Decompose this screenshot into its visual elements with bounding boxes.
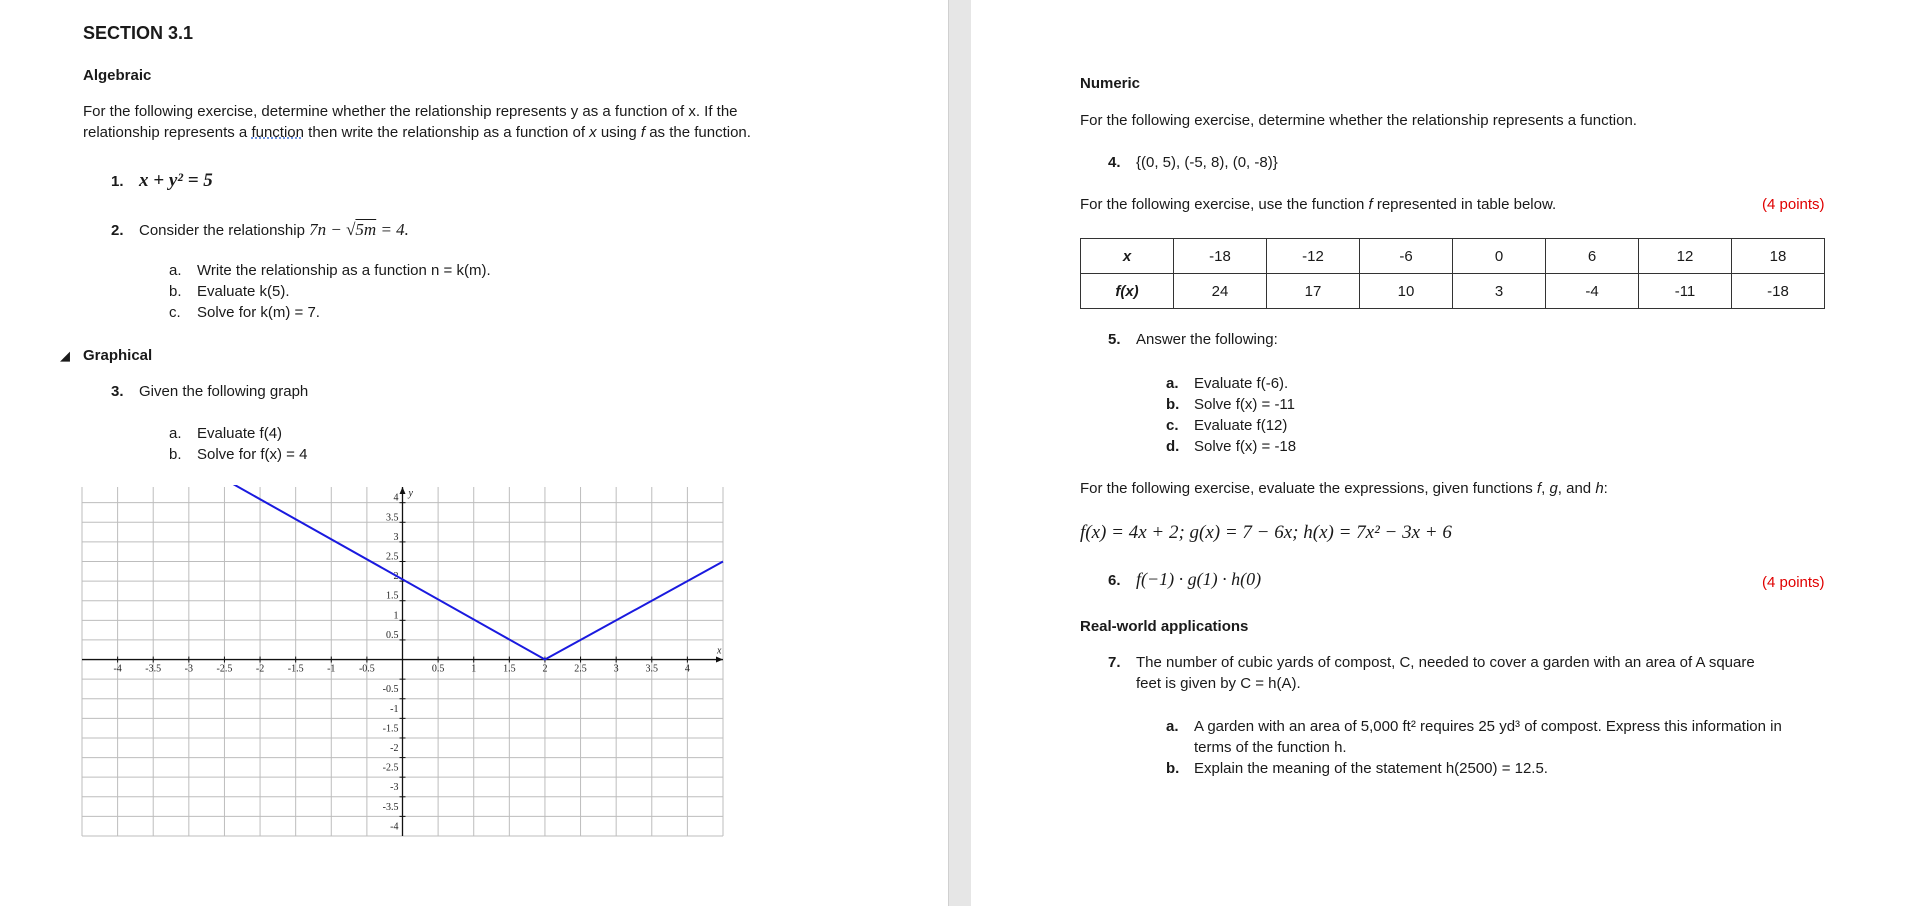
x-tick-label: -2 xyxy=(255,663,265,675)
q3-item-b xyxy=(169,446,307,463)
x-tick-label: 3 xyxy=(613,663,619,675)
function-table xyxy=(1080,238,1825,309)
item-label: b. xyxy=(169,446,182,463)
intro-text: as the function. xyxy=(645,124,751,141)
h-var: h xyxy=(1595,480,1604,497)
y-tick-label: 3 xyxy=(393,531,399,543)
y-tick-label: 1 xyxy=(393,610,399,622)
eval-intro-text: For the following exercise, evaluate the expressions, given functions xyxy=(1080,480,1537,497)
intro-line-2 xyxy=(83,124,751,141)
question-5 xyxy=(1108,331,1278,348)
y-tick-label: 2.5 xyxy=(386,551,399,563)
x-axis-label: x xyxy=(717,645,722,657)
points-badge-2: (4 points) xyxy=(1762,574,1825,591)
q2-item-a xyxy=(169,262,491,279)
item-label: d. xyxy=(1166,438,1180,455)
collapse-triangle-icon[interactable]: ◢ xyxy=(60,348,70,363)
function-graph xyxy=(80,485,725,840)
q5-text: Answer the following: xyxy=(1136,331,1278,348)
y-axis-arrow-icon xyxy=(400,487,406,494)
table-cell: -18 xyxy=(1174,239,1267,274)
table-cell: 24 xyxy=(1174,274,1267,309)
intro-line-1: For the following exercise, determine whether the relationship represents y as a function of x. If the xyxy=(83,103,738,120)
item-label: c. xyxy=(169,304,181,321)
y-tick-label: -2 xyxy=(390,742,399,754)
x-tick-label: -3.5 xyxy=(145,663,162,675)
q3-item-a xyxy=(169,425,282,442)
numeric-intro: For the following exercise, determine whether the relationship represents a function. xyxy=(1080,112,1637,129)
question-7 xyxy=(1108,654,1755,671)
item-text: Explain the meaning of the statement h(2500) = 12.5. xyxy=(1194,760,1548,777)
x-tick-label: -1 xyxy=(327,663,336,675)
intro-text: relationship represents a xyxy=(83,124,252,141)
x-tick-label: -4 xyxy=(113,663,122,675)
y-tick-label: -3 xyxy=(390,782,399,794)
question-3 xyxy=(111,383,308,400)
q1-equation: x + y² = 5 xyxy=(139,170,213,191)
x-tick-label: 3.5 xyxy=(645,663,659,675)
table-row-fx xyxy=(1081,274,1825,309)
intro-text: using xyxy=(596,124,641,141)
y-tick-label: 4 xyxy=(393,492,399,504)
f-var: f xyxy=(640,124,646,141)
table-cell: 10 xyxy=(1360,274,1453,309)
y-tick-label: -3.5 xyxy=(382,801,399,813)
q5-item-d xyxy=(1166,438,1296,455)
y-tick-label: -4 xyxy=(390,821,399,833)
y-tick-label: -0.5 xyxy=(382,684,399,696)
x-var: x xyxy=(589,124,597,141)
item-text: Solve f(x) = -18 xyxy=(1194,438,1297,455)
y-tick-label: -2.5 xyxy=(382,762,399,774)
g-var: g xyxy=(1549,480,1558,497)
q7-line-2: feet is given by C = h(A). xyxy=(1136,675,1301,692)
y-tick-label: -1.5 xyxy=(382,723,399,735)
algebraic-heading: Algebraic xyxy=(83,67,152,84)
y-axis-label: y xyxy=(408,488,413,499)
x-tick-label: 2.5 xyxy=(574,663,587,675)
table-intro-text: represented in table below. xyxy=(1372,196,1557,213)
table-cell: 0 xyxy=(1453,239,1546,274)
q3-text: Given the following graph xyxy=(139,383,309,400)
q2-eq-part: 7n − √ xyxy=(309,220,356,239)
graphical-heading: Graphical xyxy=(83,347,153,364)
item-text: Solve f(x) = -11 xyxy=(1194,396,1296,413)
item-text: Solve for k(m) = 7. xyxy=(197,304,320,321)
graph-tick-labels xyxy=(113,493,689,833)
page-gutter xyxy=(948,0,972,906)
eval-intro-text: : xyxy=(1603,480,1608,497)
table-cell: 17 xyxy=(1267,274,1360,309)
y-tick-label: 3.5 xyxy=(386,512,399,524)
q5-number: 5. xyxy=(1108,331,1121,348)
q2-item-c xyxy=(169,304,320,321)
item-text: Evaluate f(12) xyxy=(1194,417,1288,434)
q6-equation: f(−1) · g(1) · h(0) xyxy=(1136,569,1262,589)
x-tick-label: 2 xyxy=(542,663,548,675)
q3-number: 3. xyxy=(111,383,124,400)
q5-item-a xyxy=(1166,375,1288,392)
table-cell: -4 xyxy=(1546,274,1639,309)
table-cell: -12 xyxy=(1267,239,1360,274)
y-tick-label: -1 xyxy=(390,703,399,715)
table-cell: -6 xyxy=(1360,239,1453,274)
q6-number: 6. xyxy=(1108,572,1121,589)
y-tick-label: 1.5 xyxy=(386,590,399,602)
item-text: Evaluate f(-6). xyxy=(1194,375,1289,392)
item-label: a. xyxy=(1166,375,1179,392)
question-2 xyxy=(111,220,409,240)
points-badge-1: (4 points) xyxy=(1762,196,1825,213)
q2-item-b xyxy=(169,283,290,300)
item-text: Evaluate k(5). xyxy=(197,283,290,300)
q7-item-b xyxy=(1166,760,1548,777)
table-intro-text: For the following exercise, use the function xyxy=(1080,196,1369,213)
table-cell: -11 xyxy=(1639,274,1732,309)
q5-item-c xyxy=(1166,417,1287,434)
function-word: function xyxy=(251,124,304,141)
item-label: b. xyxy=(169,283,182,300)
item-label: a. xyxy=(169,262,182,279)
section-title: SECTION 3.1 xyxy=(83,23,194,43)
x-axis-arrow-icon xyxy=(716,657,723,663)
x-tick-label: -2.5 xyxy=(216,663,233,675)
x-tick-label: -3 xyxy=(184,663,194,675)
x-tick-label: 1.5 xyxy=(503,663,516,675)
f-var: f xyxy=(1536,480,1542,497)
item-text: A garden with an area of 5,000 ft² requires 25 yd³ of compost. Express this information in xyxy=(1194,718,1782,735)
functions-equation: f(x) = 4x + 2; g(x) = 7 − 6x; h(x) = 7x² − 3x + 6 xyxy=(1080,522,1452,543)
table-intro xyxy=(1080,196,1556,213)
f-var: f xyxy=(1368,196,1373,213)
table-cell: 3 xyxy=(1453,274,1546,309)
y-tick-label: 2 xyxy=(393,571,399,583)
q7-item-a-line-2: terms of the function h. xyxy=(1194,739,1347,756)
x-tick-label: 1 xyxy=(471,663,477,675)
table-cell: -18 xyxy=(1732,274,1825,309)
x-tick-label: 0.5 xyxy=(431,663,445,675)
q2-eq-part: = 4. xyxy=(376,220,409,239)
table-header-fx: f(x) xyxy=(1081,274,1174,309)
table-cell: 12 xyxy=(1639,239,1732,274)
q2-text: Consider the relationship xyxy=(139,222,310,239)
table-cell: 6 xyxy=(1546,239,1639,274)
table-cell: 18 xyxy=(1732,239,1825,274)
item-text: Write the relationship as a function n = k(m). xyxy=(197,262,491,279)
q7-number: 7. xyxy=(1108,654,1121,671)
intro-text: then write the relationship as a function of xyxy=(303,124,590,141)
graph-axes xyxy=(82,487,723,836)
q2-eq-radicand: 5m xyxy=(355,220,377,239)
eval-intro-text: , xyxy=(1541,480,1550,497)
q1-number: 1. xyxy=(111,173,124,190)
table-row-x xyxy=(1081,239,1825,274)
item-label: c. xyxy=(1166,417,1179,434)
x-tick-label: 4 xyxy=(684,663,690,675)
item-label: b. xyxy=(1166,760,1180,777)
table-header-x: x xyxy=(1081,239,1174,274)
x-tick-label: -1.5 xyxy=(287,663,304,675)
x-tick-label: -0.5 xyxy=(358,663,375,675)
numeric-heading: Numeric xyxy=(1080,75,1141,92)
item-label: a. xyxy=(1166,718,1179,735)
question-1 xyxy=(111,170,213,192)
q2-number: 2. xyxy=(111,222,124,239)
q5-item-b xyxy=(1166,396,1295,413)
question-4 xyxy=(1108,154,1278,171)
eval-intro xyxy=(1080,480,1608,497)
item-text: Evaluate f(4) xyxy=(197,425,283,442)
question-6 xyxy=(1108,569,1261,590)
item-label: b. xyxy=(1166,396,1180,413)
item-label: a. xyxy=(169,425,182,442)
eval-intro-text: , and xyxy=(1557,480,1596,497)
q7-item-a xyxy=(1166,718,1782,735)
y-tick-label: 0.5 xyxy=(386,629,399,641)
q4-text: {(0, 5), (-5, 8), (0, -8)} xyxy=(1136,154,1278,171)
q7-text: The number of cubic yards of compost, C, needed to cover a garden with an area of A square xyxy=(1136,654,1755,671)
realworld-heading: Real-world applications xyxy=(1080,618,1249,635)
item-text: Solve for f(x) = 4 xyxy=(197,446,308,463)
q4-number: 4. xyxy=(1108,154,1121,171)
